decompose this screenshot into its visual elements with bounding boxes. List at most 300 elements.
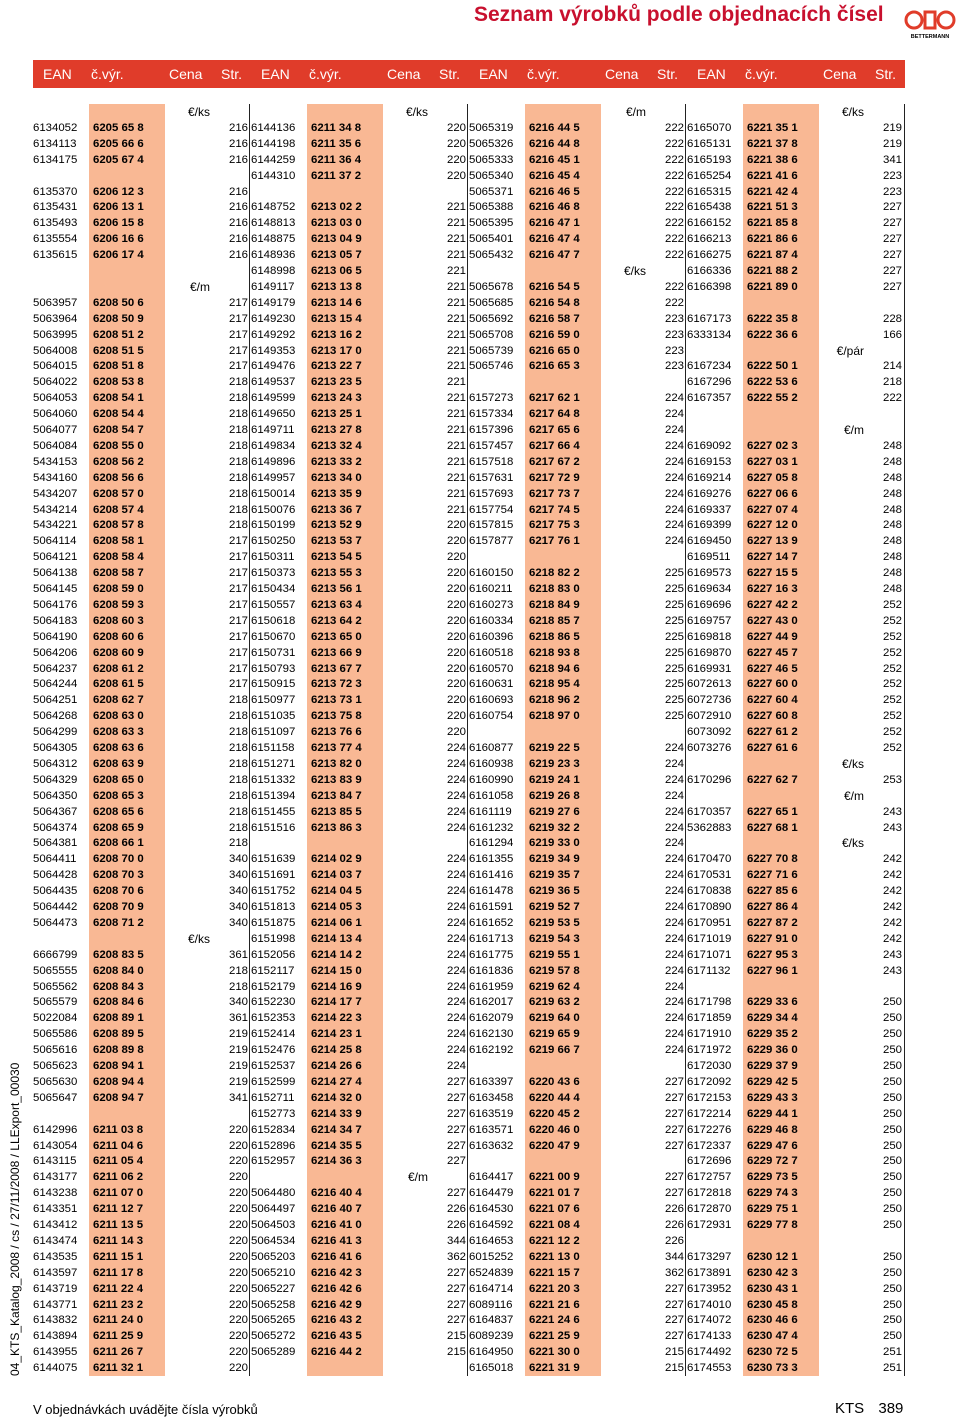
catalog-page: 222 [664,153,684,166]
ean-code: 6172757 [687,1171,732,1184]
ean-code: 6150014 [251,487,296,500]
catalog-page: 361 [228,1012,248,1025]
catalog-number: 6213 32 4 [311,439,362,452]
ean-code: 6172337 [687,1139,732,1152]
ean-code: 5064534 [251,1234,296,1247]
ean-code: 6161355 [469,853,514,866]
catalog-number: 6229 74 3 [747,1187,798,1200]
catalog-page: 224 [664,869,684,882]
ean-code: 6161713 [469,932,514,945]
catalog-page: 220 [446,519,466,532]
ean-code: 6169573 [687,567,732,580]
catalog-page: 220 [228,1155,248,1168]
catalog-page: 225 [664,614,684,627]
ean-code: 6163397 [469,1075,514,1088]
ean-code: 6170951 [687,916,732,929]
catalog-page: 220 [228,1362,248,1375]
ean-code: 5065562 [33,980,78,993]
ean-code: 5064244 [33,678,78,691]
catalog-page: 225 [664,710,684,723]
catalog-page: 224 [446,901,466,913]
catalog-number: 6208 54 1 [93,392,144,405]
catalog-number: 6230 42 3 [747,1266,798,1279]
catalog-page: 220 [228,1250,248,1263]
price-unit: €/m [843,788,864,803]
catalog-number: 6208 65 9 [93,821,144,834]
ean-code: 5064312 [33,757,78,770]
catalog-page: 220 [228,1219,248,1231]
catalog-page: 227 [664,1330,684,1343]
catalog-page: 223 [664,328,684,341]
catalog-number: 6214 25 8 [311,1044,362,1057]
catalog-number: 6219 54 3 [529,932,580,945]
catalog-number: 6216 44 5 [529,121,580,134]
catalog-number: 6213 83 9 [311,773,362,786]
ean-code: 6162192 [469,1044,514,1057]
ean-code: 6152117 [251,964,295,977]
ean-code: 6143238 [33,1187,78,1200]
ean-code: 5064435 [33,885,78,898]
ean-code: 6170838 [687,885,732,898]
catalog-page: 243 [882,805,902,818]
ean-code: 6171859 [687,1012,732,1025]
ean-code: 6170890 [687,901,732,913]
catalog-page: 217 [228,662,248,675]
catalog-number: 6214 32 0 [311,1091,362,1104]
ean-code: 6143412 [33,1219,78,1231]
ean-code: 6157693 [469,487,514,500]
catalog-page: 221 [446,328,466,341]
catalog-number: 6221 86 6 [747,233,798,246]
ean-code: 6160518 [469,646,514,659]
catalog-page: 218 [228,519,248,532]
catalog-page: 250 [882,1330,902,1343]
catalog-number: 6211 04 6 [93,1139,144,1152]
catalog-number: 6213 22 7 [311,360,362,373]
catalog-page: 243 [882,948,902,961]
ean-code: 5065692 [469,312,514,325]
catalog-page: 221 [446,408,466,421]
ean-code: 6161959 [469,980,514,993]
ean-code: 6152599 [251,1075,296,1088]
catalog-page: 250 [882,1266,902,1279]
catalog-page: 227 [664,1091,684,1104]
catalog-number: 6213 86 3 [311,821,362,834]
ean-code: 6143597 [33,1266,78,1279]
catalog-page: 218 [228,757,248,770]
catalog-page: 219 [882,137,902,150]
catalog-number: 6213 82 0 [311,757,362,770]
ean-code: 6148936 [251,249,296,262]
ean-code: 6150557 [251,598,296,611]
catalog-page: 224 [664,885,684,898]
catalog-page: 220 [446,614,466,627]
catalog-page: 227 [446,1155,466,1168]
catalog-number: 6208 71 2 [93,916,144,929]
catalog-number: 6227 96 1 [747,964,798,977]
ean-code: 5065258 [251,1298,296,1311]
catalog-number: 6211 06 2 [93,1171,144,1184]
catalog-page: 248 [882,567,902,580]
catalog-page: 248 [882,487,902,500]
catalog-number: 6218 93 8 [529,646,580,659]
ean-code: 6170357 [687,805,732,818]
catalog-page: 221 [446,280,466,293]
catalog-page: 227 [664,1107,684,1120]
ean-code: 6160396 [469,630,514,643]
column-divider [467,104,468,1376]
catalog-page: 222 [664,137,684,150]
catalog-number: 6216 54 8 [529,296,580,309]
ean-code: 6169276 [687,487,732,500]
catalog-page: 224 [664,757,684,770]
ean-code: 6152834 [251,1123,296,1136]
ean-code: 6161416 [469,869,514,882]
catalog-page: 222 [664,296,684,309]
catalog-number: 6219 26 8 [529,789,580,802]
header-ean: EAN [261,66,290,82]
catalog-number: 6216 43 2 [311,1314,362,1327]
footer-note: V objednávkách uvádějte čísla výrobků [33,1402,258,1417]
ean-code: 6149599 [251,392,296,405]
catalog-page: 220 [446,710,466,723]
catalog-page: 220 [228,1123,248,1136]
catalog-page: 223 [882,169,902,182]
catalog-number: 6213 15 4 [311,312,362,325]
column-divider [249,104,250,1376]
ean-code: 6172153 [687,1091,732,1104]
catalog-number: 6216 40 7 [311,1203,362,1216]
catalog-page: 227 [446,1075,466,1088]
catalog-page: 218 [228,726,248,739]
catalog-number: 6206 17 4 [93,249,144,262]
catalog-number: 6205 66 6 [93,137,144,150]
column-divider [904,104,905,1376]
ean-code: 5065272 [251,1330,296,1343]
catalog-number: 6227 91 0 [747,932,798,945]
catalog-number: 6211 15 1 [93,1250,144,1263]
catalog-page: 224 [446,853,466,866]
ean-code: 6134113 [33,137,77,150]
catalog-number: 6213 35 9 [311,487,362,500]
catalog-number: 6213 84 7 [311,789,362,802]
catalog-number: 6214 05 3 [311,901,362,913]
ean-code: 6149957 [251,471,296,484]
catalog-page: 219 [228,1060,248,1072]
catalog-page: 341 [228,1091,248,1104]
ean-code: 6164592 [469,1219,514,1231]
ean-code: 6144198 [251,137,296,150]
catalog-page: 224 [664,471,684,484]
catalog-number: 6229 75 1 [747,1203,798,1216]
catalog-page: 361 [228,948,248,961]
catalog-number: 6208 62 7 [93,694,144,707]
ean-code: 5064183 [33,614,78,627]
catalog-page: 226 [664,1219,684,1231]
ean-code: 5064015 [33,360,78,373]
catalog-number: 6213 17 0 [311,344,362,357]
table-header [33,60,905,88]
ean-code: 6152537 [251,1060,296,1072]
ean-code: 5064084 [33,439,78,452]
catalog-page: 224 [446,869,466,882]
ean-code: 6172696 [687,1155,732,1168]
ean-code: 5064138 [33,567,78,580]
ean-code: 6524839 [469,1266,514,1279]
ean-code: 5065333 [469,153,514,166]
catalog-page: 227 [664,1171,684,1184]
ean-code: 6151691 [251,869,296,882]
catalog-page: 221 [446,360,466,373]
catalog-page: 224 [446,821,466,834]
catalog-number: 6217 67 2 [529,455,580,468]
catalog-page: 219 [228,1044,248,1057]
header-ean: EAN [479,66,508,82]
catalog-page: 218 [228,408,248,421]
price-unit: €/m [625,105,646,119]
ean-code: 5065586 [33,1028,78,1041]
ean-code: 5065630 [33,1075,78,1088]
ean-code: 6143115 [33,1155,77,1168]
catalog-page: 224 [664,535,684,548]
catalog-number: 6221 85 8 [747,217,798,230]
ean-code: 6165018 [469,1362,514,1375]
catalog-page: 224 [664,392,684,405]
catalog-number: 6211 32 1 [93,1362,144,1375]
header-cat-number: č.výr. [527,66,560,82]
ean-code: 6164653 [469,1234,514,1247]
ean-code: 5064381 [33,837,78,850]
catalog-number: 6205 67 4 [93,153,144,166]
catalog-page: 222 [664,169,684,182]
catalog-page: 224 [446,773,466,786]
column-divider [685,104,686,1376]
catalog-page: 218 [228,471,248,484]
ean-code: 6165193 [687,153,732,166]
ean-code: 5065616 [33,1044,78,1057]
ean-code: 5434207 [33,487,78,500]
catalog-page: 220 [228,1139,248,1152]
catalog-page: 251 [882,1362,902,1375]
ean-code: 6160693 [469,694,514,707]
catalog-number: 6211 35 6 [311,137,362,150]
ean-code: 6167296 [687,376,732,389]
catalog-page: 248 [882,583,902,595]
catalog-number: 6229 36 0 [747,1044,798,1057]
catalog-page: 227 [664,1298,684,1311]
catalog-page: 224 [664,964,684,977]
catalog-page: 222 [882,392,902,405]
catalog-page: 217 [228,535,248,548]
ean-code: 6174492 [687,1346,732,1359]
catalog-number: 6211 14 3 [93,1234,144,1247]
catalog-page: 224 [664,1028,684,1041]
catalog-number: 6227 95 3 [747,948,798,961]
ean-code: 5064251 [33,694,78,707]
catalog-page: 225 [664,583,684,595]
catalog-number: 6211 24 0 [93,1314,144,1327]
ean-code: 6161775 [469,948,514,961]
catalog-number: 6219 62 4 [529,980,580,993]
catalog-page: 250 [882,1282,902,1295]
catalog-page: 227 [446,1282,466,1295]
ean-code: 6164530 [469,1203,514,1216]
ean-code: 5064237 [33,662,78,675]
catalog-page: 224 [664,487,684,500]
ean-code: 6167234 [687,360,732,373]
catalog-number: 6221 87 4 [747,249,798,262]
catalog-page: 340 [228,853,248,866]
catalog-page: 227 [664,1075,684,1088]
header-price: Cena [169,66,203,82]
ean-code: 6089239 [469,1330,514,1343]
ean-code: 6160211 [469,583,513,595]
catalog-page: 220 [228,1266,248,1279]
ean-code: 6151813 [251,901,296,913]
catalog-page: 250 [882,1028,902,1041]
catalog-number: 6208 89 5 [93,1028,144,1041]
catalog-page: 250 [882,1250,902,1263]
catalog-number: 6208 56 6 [93,471,144,484]
catalog-number: 6208 61 5 [93,678,144,691]
catalog-page: 223 [664,360,684,373]
catalog-page: 340 [228,996,248,1009]
catalog-page: 344 [664,1250,684,1263]
catalog-page: 218 [228,837,248,850]
ean-code: 6149537 [251,376,296,389]
catalog-number: 6208 83 5 [93,948,144,961]
catalog-page: 223 [664,344,684,357]
catalog-page: 216 [228,233,248,246]
catalog-number: 6214 36 3 [311,1155,362,1168]
catalog-page: 250 [882,1155,902,1168]
catalog-page: 224 [664,948,684,961]
catalog-page: 242 [882,901,902,913]
catalog-page: 216 [228,217,248,230]
ean-code: 5064299 [33,726,78,739]
ean-code: 6160150 [469,567,514,580]
catalog-page: 224 [446,742,466,754]
catalog-page: 242 [882,869,902,882]
catalog-page: 221 [446,439,466,452]
catalog-number: 6216 41 0 [311,1219,362,1231]
ean-code: 6135431 [33,201,78,214]
catalog-page: 250 [882,1091,902,1104]
ean-code: 6151394 [251,789,296,802]
catalog-page: 224 [664,821,684,834]
catalog-page: 227 [664,1282,684,1295]
header-cat-number: č.výr. [745,66,778,82]
header-page: Str. [657,66,679,82]
catalog-number: 6222 36 6 [747,328,798,341]
catalog-number: 6221 12 2 [529,1234,580,1247]
catalog-number: 6214 34 7 [311,1123,362,1136]
catalog-page: 252 [882,710,902,723]
catalog-page: 224 [446,757,466,770]
catalog-number: 6221 51 3 [747,201,798,214]
catalog-number: 6230 43 1 [747,1282,798,1295]
catalog-page: 220 [446,694,466,707]
catalog-number: 6222 55 2 [747,392,798,405]
catalog-number: 6218 86 5 [529,630,580,643]
ean-code: 5022084 [33,1012,78,1025]
ean-code: 6015252 [469,1250,514,1263]
catalog-page: 227 [882,217,902,230]
catalog-number: 6208 51 2 [93,328,144,341]
catalog-page: 224 [446,980,466,993]
catalog-number: 6208 56 2 [93,455,144,468]
catalog-number: 6222 53 6 [747,376,798,389]
catalog-number: 6211 07 0 [93,1187,144,1200]
catalog-number: 6216 45 1 [529,153,580,166]
ean-code: 6149179 [251,296,296,309]
ean-code: 6171132 [687,964,731,977]
catalog-page: 242 [882,885,902,898]
catalog-number: 6213 27 8 [311,424,362,436]
catalog-number: 6216 44 8 [529,137,580,150]
ean-code: 6169931 [687,662,732,675]
ean-code: 6161836 [469,964,514,977]
catalog-page: 217 [228,678,248,691]
ean-code: 6166398 [687,280,732,293]
catalog-page: 228 [882,312,902,325]
catalog-page: 340 [228,885,248,898]
catalog-page: 250 [882,1107,902,1120]
catalog-number: 6211 26 7 [93,1346,144,1359]
ean-code: 6148998 [251,265,296,277]
catalog-number: 6227 45 7 [747,646,798,659]
ean-code: 5434153 [33,455,78,468]
ean-code: 6072910 [687,710,732,723]
ean-code: 6143894 [33,1330,78,1343]
catalog-number: 6227 61 6 [747,742,798,754]
catalog-number: 6213 63 4 [311,598,362,611]
catalog-page: 220 [228,1171,248,1184]
header-price: Cena [387,66,421,82]
ean-code: 6169214 [687,471,732,484]
ean-code: 6166275 [687,249,732,262]
catalog-page: 220 [446,567,466,580]
catalog-number: 6211 34 8 [311,121,362,134]
catalog-number: 6227 16 3 [747,583,798,595]
catalog-number: 6218 96 2 [529,694,580,707]
catalog-page: 224 [446,916,466,929]
catalog-number: 6219 55 1 [529,948,580,961]
catalog-number: 6216 65 3 [529,360,580,373]
catalog-number: 6230 47 4 [747,1330,798,1343]
ean-code: 6149896 [251,455,296,468]
catalog-page: 224 [664,424,684,436]
catalog-number: 6208 57 8 [93,519,144,532]
catalog-number: 6214 26 6 [311,1060,362,1072]
catalog-page: 224 [664,503,684,516]
catalog-number: 6219 52 7 [529,901,580,913]
catalog-number: 6208 63 3 [93,726,144,739]
catalog-page: 224 [446,1060,466,1072]
catalog-number: 6208 58 7 [93,567,144,580]
catalog-page: 217 [228,312,248,325]
ean-code: 5064145 [33,583,78,595]
ean-code: 6151158 [251,742,295,754]
ean-code: 6144259 [251,153,296,166]
header-page: Str. [439,66,461,82]
catalog-number: 6229 37 9 [747,1060,798,1072]
catalog-page: 217 [228,551,248,564]
catalog-page: 224 [664,853,684,866]
catalog-number: 6217 72 9 [529,471,580,484]
catalog-number: 6216 42 9 [311,1298,362,1311]
catalog-number: 6208 84 0 [93,964,144,977]
